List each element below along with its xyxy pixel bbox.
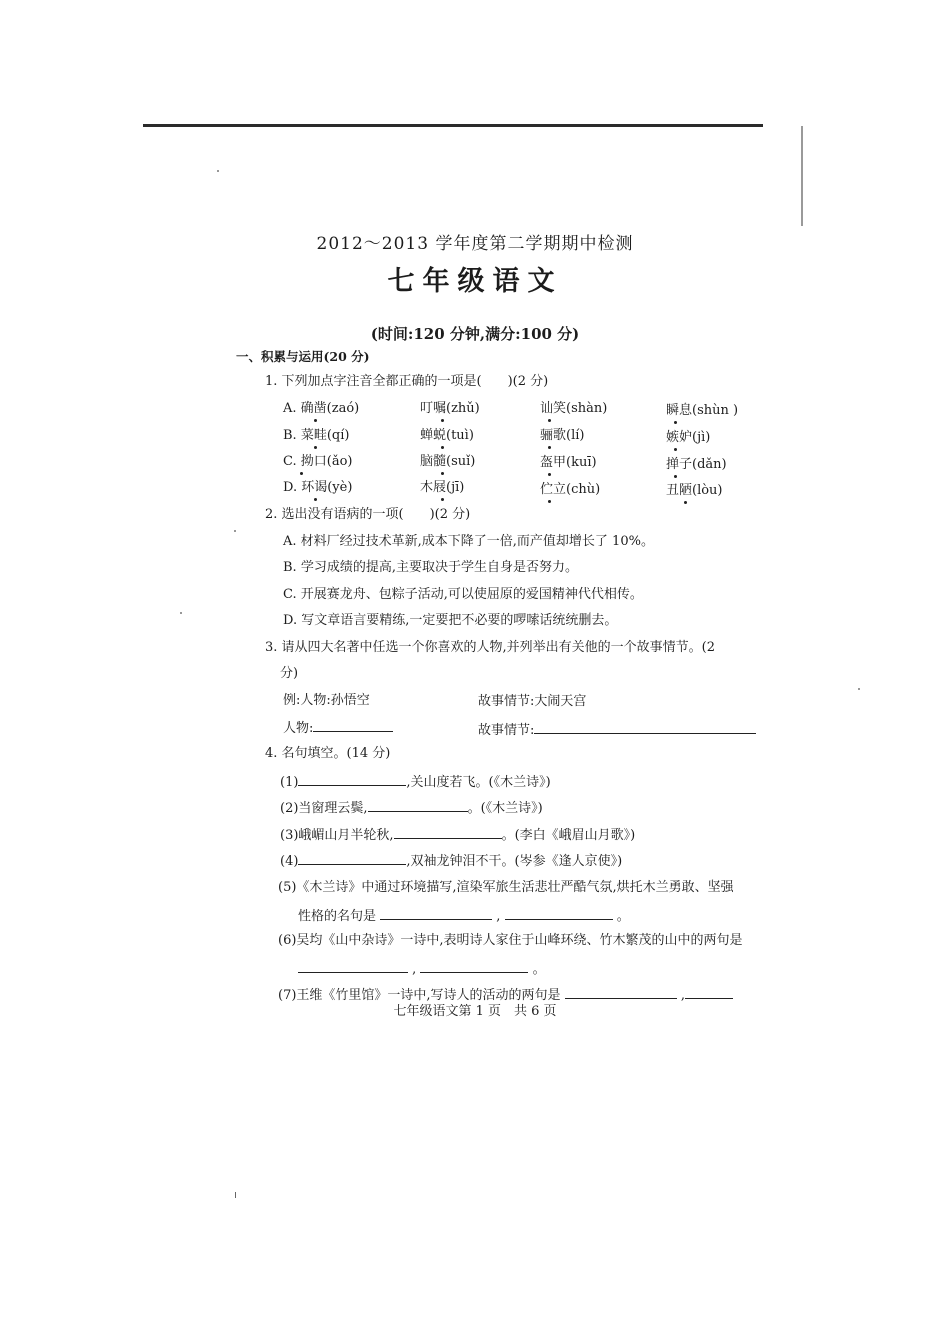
q1-word: 蝉蜕(tuì)	[420, 428, 474, 443]
section-heading: 一、积累与运用(20 分)	[236, 349, 370, 364]
q1-word: 骊歌(lí)	[540, 428, 585, 443]
emphasis-dot	[674, 421, 677, 424]
q3-person-blank[interactable]	[313, 719, 393, 732]
q4-item-7-sep: ,	[680, 988, 685, 1003]
emphasis-dot	[684, 501, 687, 504]
scan-speck	[180, 612, 182, 614]
q4-item-5-blank-1[interactable]	[380, 907, 492, 920]
q1-word: 叮嘱(zhǔ)	[420, 401, 480, 416]
emphasis-dot	[674, 448, 677, 451]
q4-item-5-line-2	[298, 907, 630, 925]
q1-option-d: D. 环谒(yè)	[283, 480, 353, 495]
emphasis-dot	[441, 419, 444, 422]
q4-item-5-line-1: (5)《木兰诗》中通过环境描写,渲染军旅生活悲壮严酷气氛,烘托木兰勇敢、坚强	[278, 880, 734, 895]
q1-word: 掸子(dǎn)	[666, 457, 727, 472]
q4-item-3-source: 。(李白《峨眉山月歌》)	[501, 828, 636, 843]
q4-item-5-text: 性格的名句是	[298, 909, 377, 924]
emphasis-dot	[548, 473, 551, 476]
q4-item-7-text: (7)王维《竹里馆》一诗中,写诗人的活动的两句是	[278, 988, 561, 1003]
q4-item-4-number: (4)	[280, 854, 299, 869]
q4-item-5-sep: ,	[496, 909, 501, 924]
q4-item-2-text: (2)当窗理云鬓,	[280, 801, 368, 816]
q4-item-7-blank-2[interactable]	[685, 986, 733, 999]
question-2-stem: 2. 选出没有语病的一项( )(2 分)	[265, 507, 471, 522]
scan-mark	[235, 1192, 236, 1198]
page-footer: 七年级语文第 1 页 共 6 页	[393, 1004, 557, 1019]
q3-person-row	[283, 719, 393, 737]
q4-item-3	[280, 826, 635, 844]
q1-word: 嫉妒(jì)	[666, 430, 711, 445]
emphasis-dot	[548, 500, 551, 503]
emphasis-dot	[674, 475, 677, 478]
q4-item-2	[280, 799, 543, 817]
emphasis-dot	[300, 472, 303, 475]
scan-speck	[234, 530, 236, 532]
q4-item-1-number: (1)	[280, 775, 299, 790]
q3-plot-blank[interactable]	[534, 721, 756, 734]
q4-item-2-source: 。(《木兰诗》)	[467, 801, 543, 816]
q1-option-a: A. 确凿(zaó)	[283, 401, 360, 416]
emphasis-dot	[441, 498, 444, 501]
q4-item-4-text: ,双袖龙钟泪不干。(岑参《逢人京使》)	[406, 854, 623, 869]
question-1-stem: 1. 下列加点字注音全都正确的一项是( )(2 分)	[265, 374, 549, 389]
question-4-stem: 4. 名句填空。(14 分)	[265, 746, 391, 761]
emphasis-dot	[314, 446, 317, 449]
q4-item-5-end: 。	[616, 909, 630, 924]
q4-item-5-blank-2[interactable]	[505, 907, 613, 920]
q4-item-4-blank[interactable]	[298, 852, 406, 865]
q4-item-7-blank-1[interactable]	[565, 986, 677, 999]
q3-plot-label: 故事情节:	[478, 723, 535, 738]
q4-item-6-line-2	[298, 960, 546, 978]
q1-option-c: C. 拗口(ǎo)	[283, 454, 353, 469]
emphasis-dot	[441, 446, 444, 449]
q4-item-6-line-1: (6)吴均《山中杂诗》一诗中,表明诗人家住于山峰环绕、竹木繁茂的山中的两句是	[278, 933, 743, 948]
q2-option-d: D. 写文章语言要精练,一定要把不必要的啰嗦话统统删去。	[283, 613, 618, 628]
q4-item-6-blank-1[interactable]	[298, 960, 408, 973]
q4-item-6-blank-2[interactable]	[420, 960, 528, 973]
q4-item-3-text: (3)峨嵋山月半轮秋,	[280, 828, 394, 843]
q3-plot-row	[478, 721, 756, 739]
q1-word: 瞬息(shùn )	[666, 403, 739, 418]
scan-speck	[217, 170, 219, 172]
q1-word: 讪笑(shàn)	[540, 401, 608, 416]
q3-person-label: 人物:	[283, 721, 314, 736]
q4-item-3-blank[interactable]	[394, 826, 502, 839]
emphasis-dot	[314, 498, 317, 501]
q4-item-1-blank[interactable]	[298, 773, 406, 786]
q2-option-b: B. 学习成绩的提高,主要取决于学生自身是否努力。	[283, 560, 578, 575]
top-rule	[143, 124, 763, 127]
q1-word: 丑陋(lòu)	[666, 483, 723, 498]
q3-example-plot: 故事情节:大闹天宫	[478, 694, 587, 709]
q1-word: 木屐(jī)	[420, 480, 465, 495]
q3-example-person: 例:人物:孙悟空	[283, 693, 370, 708]
emphasis-dot	[548, 446, 551, 449]
exam-info: (时间:120 分钟,满分:100 分)	[370, 325, 580, 343]
exam-title: 2012～2013 学年度第二学期期中检测	[316, 234, 634, 254]
q4-item-4	[280, 852, 622, 870]
q4-item-1	[280, 773, 551, 791]
emphasis-dot	[441, 472, 444, 475]
q1-word: 盔甲(kuī)	[540, 455, 597, 470]
question-3-stem-cont: 分)	[280, 666, 299, 681]
q1-word: 伫立(chù)	[540, 482, 601, 497]
scan-speck	[858, 688, 860, 690]
q1-word: 脑髓(suǐ)	[420, 454, 476, 469]
q4-item-6-sep: ,	[412, 962, 417, 977]
subject-title: 七年级语文	[387, 266, 563, 297]
q4-item-1-text: ,关山度若飞。(《木兰诗》)	[406, 775, 551, 790]
emphasis-dot	[314, 419, 317, 422]
question-3-stem: 3. 请从四大名著中任选一个你喜欢的人物,并列举出有关他的一个故事情节。(2	[265, 640, 716, 655]
q1-option-b: B. 菜畦(qí)	[283, 428, 350, 443]
emphasis-dot	[548, 419, 551, 422]
q4-item-6-end: 。	[532, 962, 546, 977]
q2-option-c: C. 开展赛龙舟、包粽子活动,可以使屈原的爱国精神代代相传。	[283, 587, 643, 602]
q4-item-2-blank[interactable]	[368, 799, 468, 812]
scan-edge-mark	[801, 126, 803, 226]
q2-option-a: A. 材料厂经过技术革新,成本下降了一倍,而产值却增长了 10%。	[283, 534, 654, 549]
q4-item-7	[278, 986, 733, 1004]
